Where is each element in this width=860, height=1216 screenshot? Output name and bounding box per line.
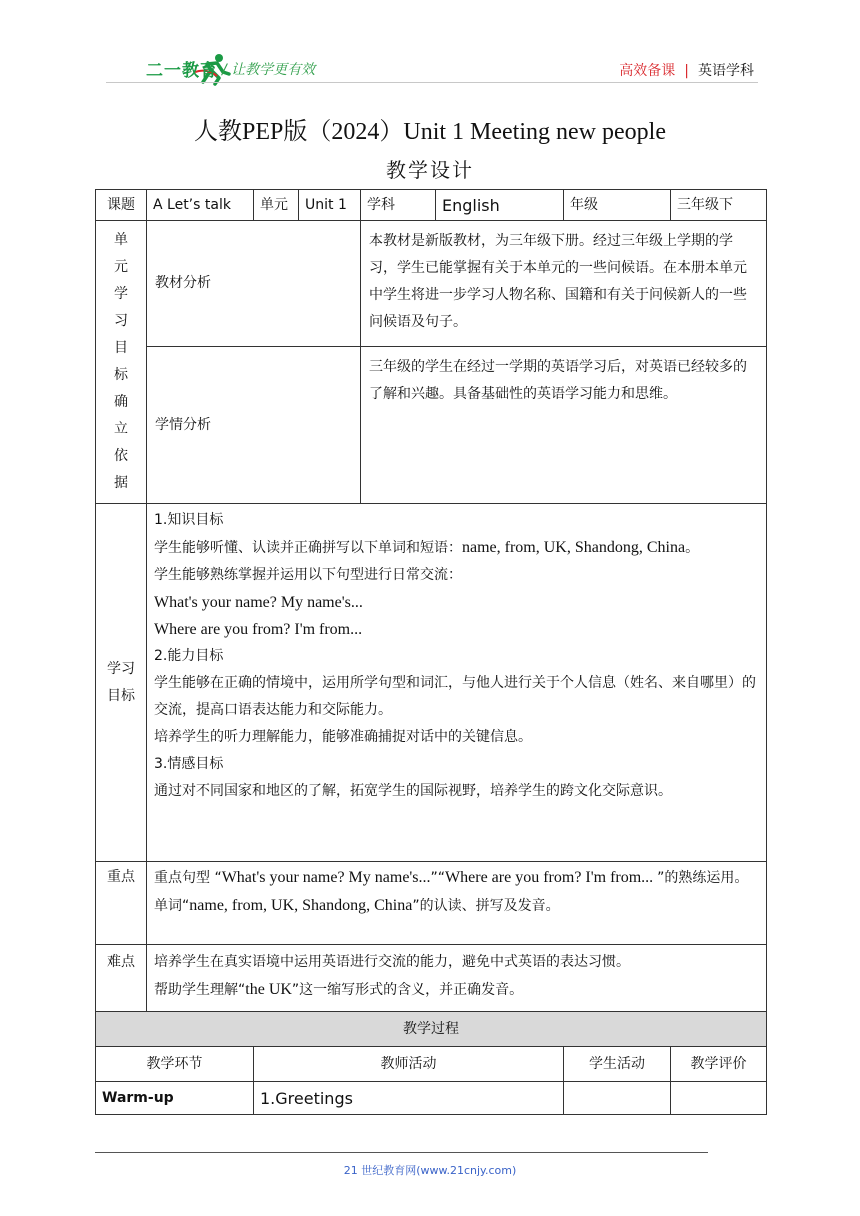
grade-label: 年级 bbox=[564, 190, 671, 221]
objectives-content bbox=[147, 504, 767, 862]
key-points-content bbox=[147, 862, 767, 945]
key-points-label: 重点 bbox=[96, 862, 147, 945]
process-title: 教学过程 bbox=[96, 1012, 767, 1047]
difficulties-row bbox=[96, 945, 767, 1012]
objectives-row bbox=[96, 504, 767, 862]
lesson-label: 课题 bbox=[96, 190, 147, 221]
footer-link[interactable]: 21 世纪教育网(www.21cnjy.com) bbox=[343, 1164, 517, 1177]
process-columns-row bbox=[96, 1047, 767, 1082]
student-text: 三年级的学生在经过一学期的英语学习后，对英语已经较多的了解和兴趣。具备基础性的英语学习能力和思维。 bbox=[361, 347, 767, 504]
document-title: 人教PEP版（2024）Unit 1 Meeting new people bbox=[194, 119, 666, 145]
logo-text: 二一教育 bbox=[146, 61, 218, 81]
objective-heading-knowledge: 1.知识目标 bbox=[154, 512, 224, 528]
slogan: / 让教学更有效 bbox=[222, 62, 316, 78]
header-label-prep: 高效备课 bbox=[619, 63, 676, 79]
objective-sentence-1: What's your name? My name's... bbox=[154, 594, 363, 611]
basis-label: 单 元 学 习 目 标 确 立 依 据 bbox=[96, 221, 147, 504]
col-eval: 教学评价 bbox=[671, 1047, 767, 1082]
grade-value: 三年级下 bbox=[671, 190, 767, 221]
objectives-label: 学习 目标 bbox=[96, 504, 147, 862]
col-teacher: 教师活动 bbox=[254, 1047, 564, 1082]
header-divider bbox=[106, 82, 758, 83]
objective-emotion: 通过对不同国家和地区的了解，拓宽学生的国际视野，培养学生的跨文化交际意识。 bbox=[154, 783, 672, 799]
objective-heading-ability: 2.能力目标 bbox=[154, 648, 224, 664]
process-row bbox=[96, 1082, 767, 1115]
material-label: 教材分析 bbox=[147, 221, 361, 347]
objective-words: 学生能够听懂、认读并正确拼写以下单词和短语：name, from, UK, Shandong, China。 bbox=[154, 539, 700, 556]
difficulties-content bbox=[147, 945, 767, 1012]
difficulty-2: 帮助学生理解“the UK”这一缩写形式的含义，并正确发音。 bbox=[154, 981, 524, 998]
process-title-row bbox=[96, 1012, 767, 1047]
student-analysis-row bbox=[96, 347, 767, 504]
col-student: 学生活动 bbox=[564, 1047, 671, 1082]
key-points-row bbox=[96, 862, 767, 945]
header-label-subject: 英语学科 bbox=[698, 63, 754, 79]
material-text: 本教材是新版教材，为三年级下册。经过三年级上学期的学习，学生已能掌握有关于本单元的一些问候语。在本册本单元中学生将进一步学习人物名称、国籍和有关于问候新人的一些问候语及句子。 bbox=[361, 221, 767, 347]
subject-label: 学科 bbox=[361, 190, 436, 221]
key-point-2: 单词“name, from, UK, Shandong, China”的认读、拼写及发音。 bbox=[154, 897, 560, 914]
key-point-1: 重点句型 “What's your name? My name's...”“Where are you from? I'm from... ”的熟练运用。 bbox=[154, 869, 749, 886]
row-eval bbox=[671, 1082, 767, 1115]
objective-heading-emotion: 3.情感目标 bbox=[154, 756, 224, 772]
difficulties-label: 难点 bbox=[96, 945, 147, 1012]
row-teacher: 1.Greetings bbox=[254, 1082, 564, 1115]
unit-label: 单元 bbox=[254, 190, 299, 221]
student-label: 学情分析 bbox=[147, 347, 361, 504]
header-labels bbox=[619, 60, 754, 80]
lesson-plan-table bbox=[95, 189, 767, 1115]
document-subtitle: 教学设计 bbox=[386, 158, 474, 182]
lesson-value: A Let’s talk bbox=[147, 190, 254, 221]
subject-value: English bbox=[436, 190, 564, 221]
page-header bbox=[0, 0, 860, 100]
row-stage: Warm-up bbox=[96, 1082, 254, 1115]
footer-divider bbox=[95, 1152, 708, 1153]
header-separator: | bbox=[684, 63, 689, 79]
material-analysis-row bbox=[96, 221, 767, 347]
row-student bbox=[564, 1082, 671, 1115]
objective-ability-1: 学生能够在正确的情境中，运用所学句型和词汇，与他人进行关于个人信息（姓名、来自哪里）的交流，提高口语表达能力和交际能力。 bbox=[154, 675, 756, 718]
objective-sentences: 学生能够熟练掌握并运用以下句型进行日常交流： bbox=[154, 567, 462, 583]
difficulty-1: 培养学生在真实语境中运用英语进行交流的能力，避免中式英语的表达习惯。 bbox=[154, 954, 630, 970]
col-stage: 教学环节 bbox=[96, 1047, 254, 1082]
objective-ability-2: 培养学生的听力理解能力，能够准确捕捉对话中的关键信息。 bbox=[154, 729, 532, 745]
objective-sentence-2: Where are you from? I'm from... bbox=[154, 621, 363, 638]
info-row bbox=[96, 190, 767, 221]
unit-value: Unit 1 bbox=[299, 190, 361, 221]
